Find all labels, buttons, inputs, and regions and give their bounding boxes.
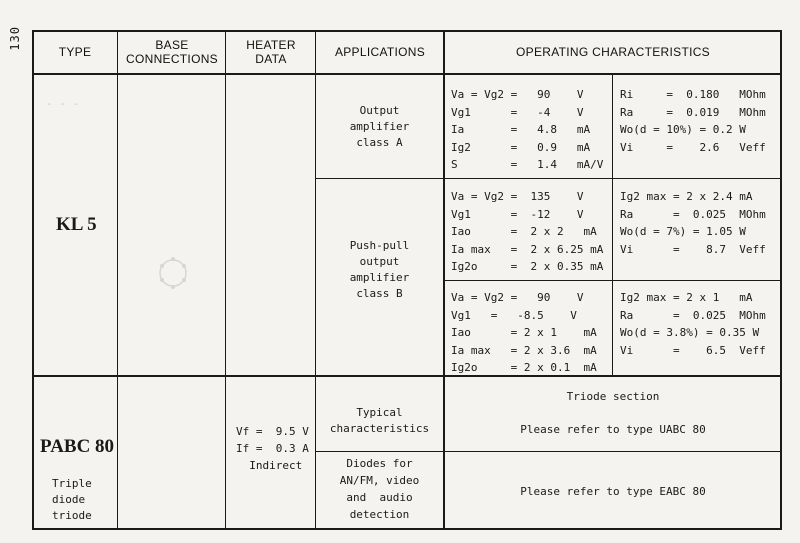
class-a-params-left: Va = Vg2 = 90 V Vg1 = -4 V Ia = 4.8 mA Ig2 = 0.9 mA S = 1.4 mA/V — [451, 88, 604, 171]
tube-type-pabc80: PABC 80 — [40, 436, 115, 457]
header-operating-characteristics: OPERATING CHARACTERISTICS — [516, 44, 710, 59]
column-divider — [225, 30, 226, 530]
application-typical: Typical characteristics — [329, 406, 430, 435]
row-divider — [443, 280, 782, 281]
header-base-connections: BASE CONNECTIONS — [126, 37, 218, 66]
class-b-90v-params-right: Ig2 max = 2 x 1 mA Ra = 0.025 MOhm Wo(d = 3.8%) = 0.35 W Vi = 6.5 Veff — [620, 291, 766, 357]
refer-uabc80: Please refer to type UABC 80 — [520, 423, 706, 436]
column-divider — [117, 30, 118, 530]
page-number: 130 — [8, 26, 22, 51]
header-applications: APPLICATIONS — [334, 44, 426, 59]
bleed-through-mark — [140, 230, 193, 305]
application-diodes: Diodes for AN/FM, video and audio detection — [339, 457, 420, 521]
header-heater-data: HEATER DATA — [246, 37, 296, 66]
class-b-135v-params-right: Ig2 max = 2 x 2.4 mA Ra = 0.025 MOhm Wo(d = 7%) = 1.05 W Vi = 8.7 Veff — [620, 190, 766, 256]
pin-diagram-ghost-icon — [153, 245, 193, 301]
column-divider — [612, 75, 613, 375]
class-b-90v-params-left: Va = Vg2 = 90 V Vg1 = -8.5 V Iao = 2 x 1 mA Ia max = 2 x 3.6 mA Ig2o = 2 x 0.1 mA — [451, 291, 597, 374]
header-type: TYPE — [58, 44, 92, 59]
refer-eabc80: Please refer to type EABC 80 — [520, 485, 706, 498]
row-divider — [32, 375, 782, 377]
row-divider — [315, 451, 782, 452]
triode-section-label: Triode section — [566, 390, 660, 403]
tube-description: Triple diode triode — [52, 477, 92, 522]
row-divider — [315, 178, 782, 179]
tube-type-kl5: KL 5 — [56, 214, 97, 235]
class-a-params-right: Ri = 0.180 MOhm Ra = 0.019 MOhm Wo(d = 10%) = 0.2 W Vi = 2.6 Veff — [620, 88, 766, 154]
application-class-a: Output amplifier class A — [349, 104, 410, 149]
table-header — [32, 30, 782, 75]
bleed-through-mark: - - - — [46, 97, 80, 110]
class-b-135v-params-left: Va = Vg2 = 135 V Vg1 = -12 V Iao = 2 x 2 mA Ia max = 2 x 6.25 mA Ig2o = 2 x 0.35 mA — [451, 190, 604, 273]
application-class-b: Push-pull output amplifier class B — [349, 239, 410, 300]
heater-data-pabc80: Vf = 9.5 V If = 0.3 A Indirect — [236, 425, 309, 472]
